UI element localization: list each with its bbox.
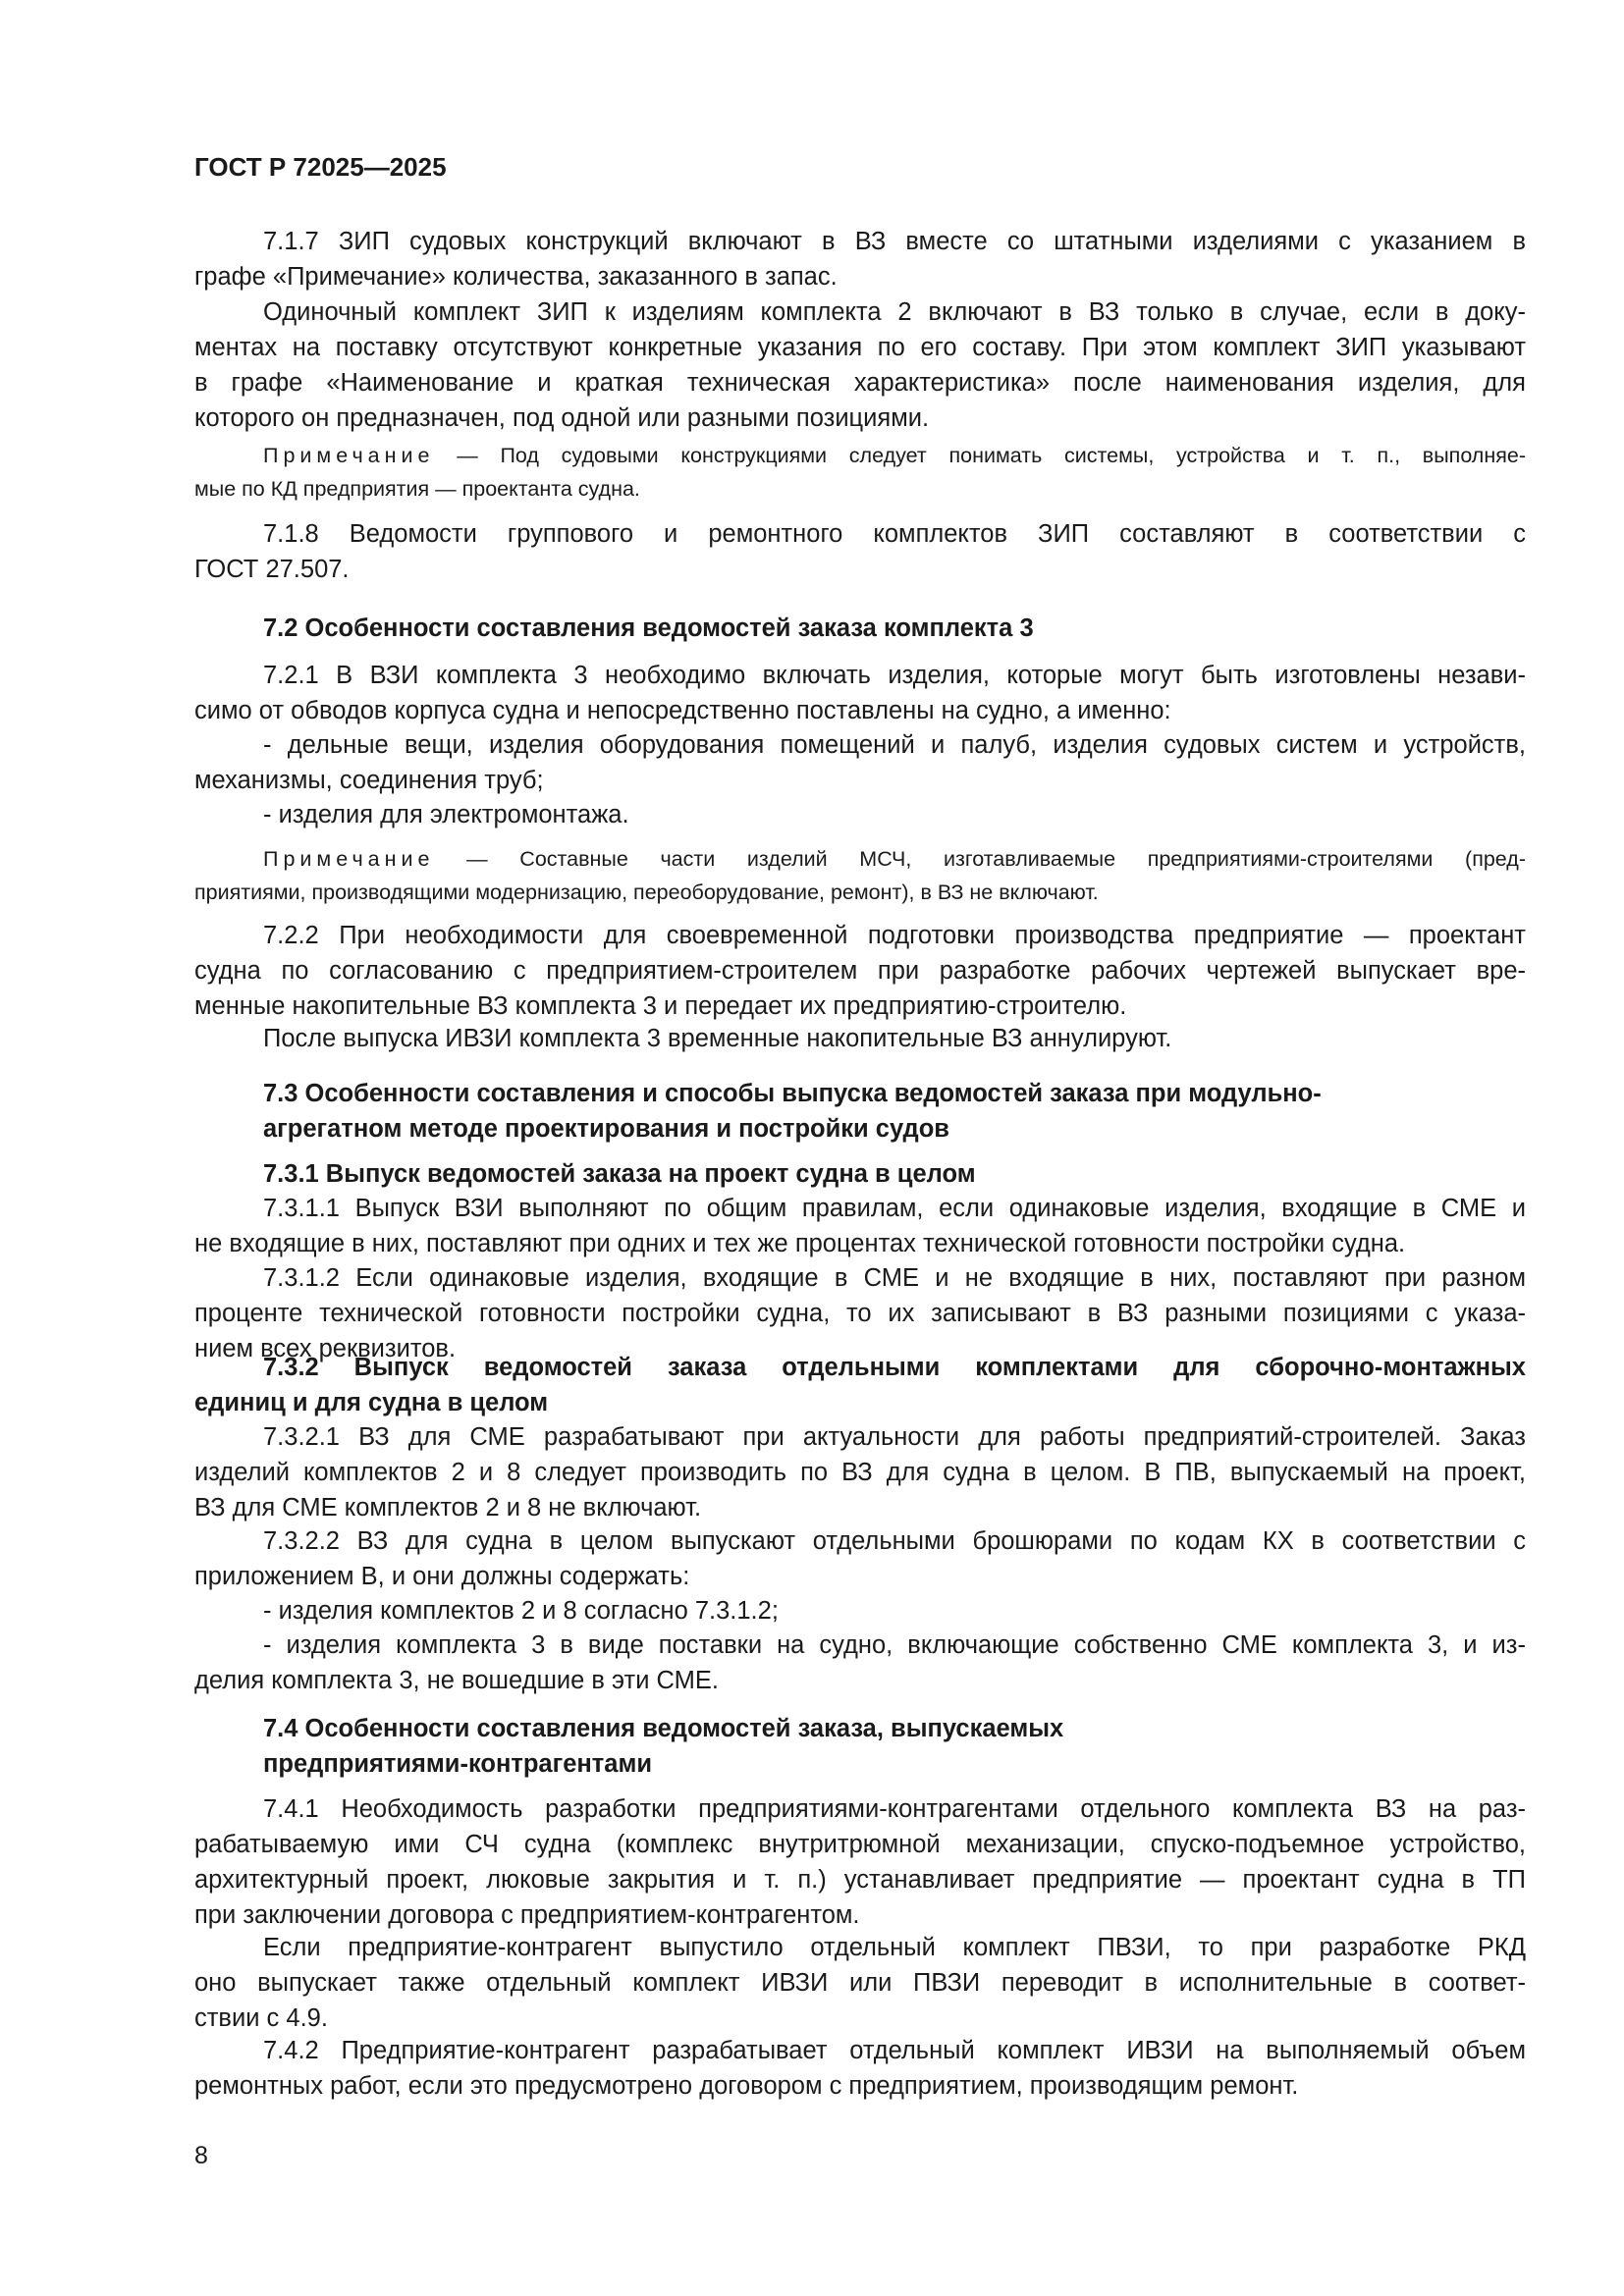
text-line: графе «Примечание» количества, заказанного в запас.	[194, 263, 838, 291]
text-line: не входящие в них, поставляют при одних и тех же процентах технической готовности постройки судна.	[194, 1230, 1406, 1257]
text-line: нием всех реквизитов.	[194, 1335, 457, 1362]
text-line: 7.3.1.2 Если одинаковые изделия, входящие в СМЕ и не входящие в них, поставляют при разном	[263, 1264, 1526, 1292]
text-line: - изделия для электромонтажа.	[263, 801, 629, 828]
text-line: ремонтных работ, если это предусмотрено договором с предприятием, производящим ремонт.	[194, 2072, 1299, 2100]
note-label: Примечание	[263, 847, 435, 871]
list-item-7-2-1-b	[194, 797, 1526, 832]
subsection-heading-7-3-1: 7.3.1 Выпуск ведомостей заказа на проект судна в целом	[263, 1160, 976, 1188]
section-heading-7-3	[194, 1076, 1526, 1147]
paragraph-7-4-1-after	[194, 1930, 1526, 2036]
text-line: 7.3.2.2 ВЗ для судна в целом выпускают отдельными брошюрами по кодам КХ в соответствии с	[263, 1527, 1526, 1555]
text-line: симо от обводов корпуса судна и непосредственно поставлены на судно, а именно:	[194, 697, 1171, 724]
text-line: изделий комплектов 2 и 8 следует производить по ВЗ для судна в целом. В ПВ, выпускаемый на проект,	[194, 1459, 1526, 1486]
text-line: ствии с 4.9.	[194, 2004, 328, 2032]
paragraph-7-2-2	[194, 918, 1526, 1024]
note-1	[194, 439, 1526, 506]
paragraph-7-3-2-1	[194, 1419, 1526, 1525]
paragraph-7-3-1-1	[194, 1191, 1526, 1261]
text-line: в графе «Наименование и краткая техническая характеристика» после наименования изделия, для	[194, 369, 1526, 397]
note-2	[194, 842, 1526, 909]
text-line: ментах на поставку отсутствуют конкретные указания по его составу. При этом комплект ЗИП указывают	[194, 334, 1526, 361]
text-line: ВЗ для СМЕ комплектов 2 и 8 не включают.	[194, 1494, 702, 1522]
section-heading-7-4	[194, 1711, 1526, 1782]
text-line: 7.3.2.1 ВЗ для СМЕ разрабатывают при актуальности для работы предприятий-строителей. Заказ	[263, 1423, 1526, 1451]
page-number: 8	[194, 2142, 208, 2169]
paragraph-7-4-1	[194, 1791, 1526, 1933]
text-line: 7.1.8 Ведомости группового и ремонтного комплектов ЗИП составляют в соответствии с	[263, 520, 1526, 548]
note-line: приятиями, производящими модернизацию, переоборудование, ремонт), в ВЗ не включают.	[194, 881, 1099, 904]
note-line	[194, 439, 1526, 472]
text-line: 7.2.2 При необходимости для своевременной подготовки производства предприятие — проектант	[263, 922, 1526, 949]
heading-line: единиц и для судна в целом	[194, 1389, 549, 1416]
text-line: - изделия комплекта 3 в виде поставки на судно, включающие собственно СМЕ комплекта 3, и из-	[263, 1631, 1526, 1659]
text-line: судна по согласованию с предприятием-строителем при разработке рабочих чертежей выпускает вре-	[194, 957, 1526, 985]
text-line: при заключении договора с предприятием-контрагентом.	[194, 1901, 860, 1929]
text-line: делия комплекта 3, не вошедшие в эти СМЕ.	[194, 1667, 719, 1694]
paragraph-7-2-1	[194, 658, 1526, 728]
text-line: менные накопительные ВЗ комплекта 3 и передает их предприятию-строителю.	[194, 992, 1127, 1020]
text-line: оно выпускает также отдельный комплект ИВЗИ или ПВЗИ переводит в исполнительные в соответ-	[194, 1969, 1526, 1997]
text-line: 7.4.1 Необходимость разработки предприятиями-контрагентами отдельного комплекта ВЗ на раз-	[263, 1795, 1526, 1823]
paragraph-7-3-2-2	[194, 1523, 1526, 1594]
paragraph-single-set	[194, 294, 1526, 436]
paragraph-7-4-2	[194, 2033, 1526, 2104]
text-line: приложением В, и они должны содержать:	[194, 1563, 690, 1590]
note-text: — Составные части изделий МСЧ, изготавливаемые предприятиями-строителями (пред-	[466, 847, 1526, 871]
text-line: архитектурный проект, люковые закрытия и т. п.) устанавливает предприятие — проектант судна в ТП	[194, 1866, 1526, 1894]
list-item-7-2-1-a	[194, 727, 1526, 798]
text-line: рабатываемую ими СЧ судна (комплекс внутритрюмной механизации, спуско-подъемное устройство,	[194, 1831, 1526, 1858]
text-line: которого он предназначен, под одной или разными позициями.	[194, 404, 930, 432]
text-line: 7.3.1.1 Выпуск ВЗИ выполняют по общим правилам, если одинаковые изделия, входящие в СМЕ и	[263, 1195, 1526, 1222]
text-line: механизмы, соединения труб;	[194, 767, 544, 794]
paragraph-7-2-2-after	[194, 1021, 1526, 1056]
text-line: - дельные вещи, изделия оборудования помещений и палуб, изделия судовых систем и устройств,	[263, 731, 1526, 759]
paragraph-7-1-8	[194, 516, 1526, 587]
heading-line: агрегатном методе проектирования и постройки судов	[263, 1115, 949, 1143]
text-line: проценте технической готовности постройки судна, то их записывают в ВЗ разными позициями с указа-	[194, 1300, 1526, 1327]
document-code-header: ГОСТ Р 72025—2025	[194, 152, 447, 182]
heading-line: предприятиями-контрагентами	[263, 1750, 653, 1778]
text-line: После выпуска ИВЗИ комплекта 3 временные накопительные ВЗ аннулируют.	[263, 1025, 1172, 1052]
text-line: ГОСТ 27.507.	[194, 556, 350, 583]
list-item-7-3-2-2-a	[194, 1593, 1526, 1629]
text-line: 7.2.1 В ВЗИ комплекта 3 необходимо включать изделия, которые могут быть изготовлены незави-	[263, 662, 1526, 689]
text-line: 7.4.2 Предприятие-контрагент разрабатывает отдельный комплект ИВЗИ на выполняемый объем	[263, 2037, 1526, 2064]
list-item-7-3-2-2-b	[194, 1628, 1526, 1698]
section-heading-7-2: 7.2 Особенности составления ведомостей заказа комплекта 3	[263, 614, 1034, 642]
text-line: Одиночный комплект ЗИП к изделиям комплекта 2 включают в ВЗ только в случае, если в доку-	[263, 298, 1526, 326]
paragraph-7-1-7	[194, 224, 1526, 294]
heading-line: 7.3 Особенности составления и способы выпуска ведомостей заказа при модульно-	[263, 1080, 1322, 1107]
note-text: — Под судовыми конструкциями следует понимать системы, устройства и т. п., выполняе-	[457, 444, 1526, 467]
text-line: - изделия комплектов 2 и 8 согласно 7.3.1.2;	[263, 1597, 779, 1625]
heading-line: 7.3.2 Выпуск ведомостей заказа отдельными комплектами для сборочно-монтажных	[263, 1354, 1526, 1381]
heading-line: 7.4 Особенности составления ведомостей заказа, выпускаемых	[263, 1715, 1064, 1742]
note-line	[194, 842, 1526, 876]
text-line: 7.1.7 ЗИП судовых конструкций включают в ВЗ вместе со штатными изделиями с указанием в	[263, 228, 1526, 255]
text-line: Если предприятие-контрагент выпустило отдельный комплект ПВЗИ, то при разработке РКД	[263, 1934, 1526, 1961]
subsection-heading-7-3-2	[194, 1350, 1526, 1420]
note-line: мые по КД предприятия — проектанта судна.	[194, 477, 640, 501]
note-label: Примечание	[263, 444, 435, 467]
